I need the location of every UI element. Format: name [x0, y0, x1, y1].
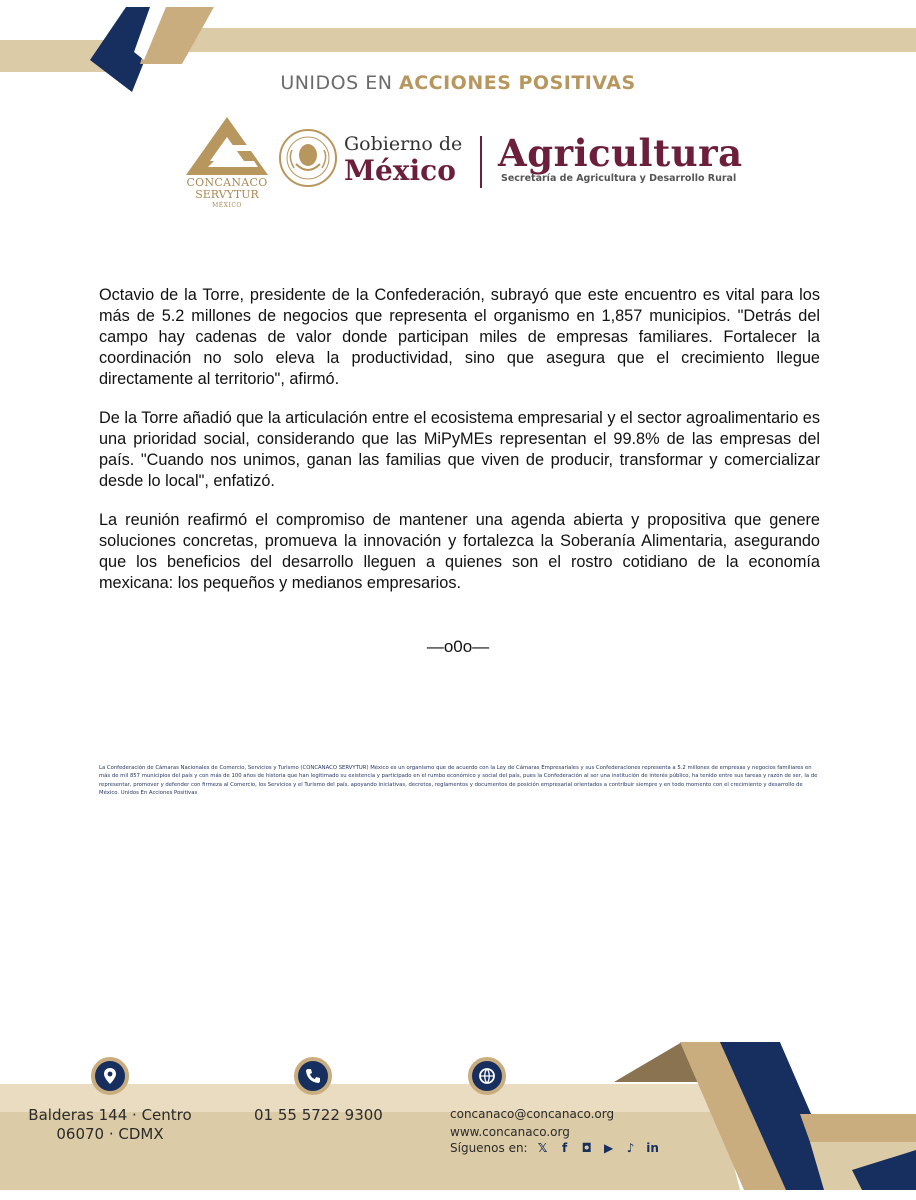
phone-icon	[294, 1057, 332, 1095]
web-icon	[468, 1057, 506, 1095]
footer-phone[interactable]: 01 55 5722 9300	[254, 1106, 383, 1124]
slogan-bold: ACCIONES POSITIVAS	[399, 72, 636, 94]
facebook-icon[interactable]: f	[561, 1141, 568, 1155]
footer-address	[28, 1106, 192, 1144]
address-line2: 06070 · CDMX	[56, 1125, 164, 1143]
paragraph-2: De la Torre añadió que la articulación entre el ecosistema empresarial y el sector agroalimentario es una prioridad social, considerando que las MiPyMEs representan el 99.8% de las empresas del país. "Cuando nos unimos, ganan las familias que viven de producir, transformar y comercializar desde lo local", enfatizó.	[99, 409, 820, 490]
x-icon[interactable]: 𝕏	[537, 1141, 548, 1155]
youtube-icon[interactable]: ▶	[603, 1141, 614, 1155]
concanaco-name2: SERVYTUR	[195, 188, 259, 201]
header-slogan	[0, 72, 916, 94]
gobierno-line1: Gobierno de	[344, 133, 463, 155]
footer-email[interactable]: concanaco@concanaco.org	[450, 1107, 615, 1121]
footer-contact	[450, 1105, 614, 1141]
follow-label: Síguenos en:	[450, 1141, 528, 1155]
instagram-icon[interactable]: ◘	[581, 1141, 592, 1155]
paragraph-1: Octavio de la Torre, presidente de la Confederación, subrayó que este encuentro es vital para los más de 5.2 millones de negocios que representa el organismo en 1,857 municipios. "Detrás del campo hay cadenas de valor donde participan miles de empresas familiares. Fortalecer la coordinación no solo eleva la productividad, sino que asegura que el crecimiento llegue directamente al territorio", afirmó.	[99, 286, 820, 388]
location-icon	[91, 1057, 129, 1095]
paragraph-3: La reunión reafirmó el compromiso de mantener una agenda abierta y propositiva que genere soluciones concretas, promueva la innovación y fortalezca la Soberanía Alimentaria, asegurando que los beneficios del desarrollo lleguen a quienes son el rostro cotidiano de la economía mexicana: los pequeños y medianos empresarios.	[99, 511, 820, 592]
disclaimer-text: La Confederación de Cámaras Nacionales de Comercio, Servicios y Turismo (CONCANACO SERVYTUR) México es un organismo que de acuerdo con la Ley de Cámaras Empresariales y sus Confederaciones representa a 5.2 millones de empresas y negocios familiares en más de mil 857 municipios del país y con más de 100 años de historia que han legitimado su existencia y participado en el rumbo económico y social del país, pues la Confederación al ser una institución de interés público, ha tenido entre sus tareas y razón de ser, la de representar, promover y defender con firmeza al Comercio, los Servicios y el Turismo del país, apoyando iniciativas, decretos, reglamentos y documentos de posición empresarial orientados a contribuir siempre y en todo momento con el crecimiento y desarrollo de México. Unidos En Acciones Positivas	[99, 765, 818, 796]
footer-social	[450, 1141, 660, 1155]
gobierno-line2: México	[344, 154, 456, 187]
end-separator: —o0o—	[426, 637, 490, 656]
agricultura-title: Agricultura	[498, 131, 743, 175]
agricultura-subtitle: Secretaría de Agricultura y Desarrollo Rural	[501, 173, 737, 184]
mexico-seal-icon	[278, 128, 338, 188]
concanaco-emblem-icon	[184, 115, 270, 177]
concanaco-country: MÉXICO	[212, 202, 242, 209]
tiktok-icon[interactable]: ♪	[626, 1141, 635, 1155]
agricultura-logo	[498, 133, 743, 185]
concanaco-logo	[182, 115, 272, 210]
gobierno-logo	[344, 133, 474, 187]
logo-divider	[480, 136, 482, 188]
concanaco-name: CONCANACO	[186, 176, 268, 189]
address-line1: Balderas 144 · Centro	[28, 1106, 192, 1124]
press-body	[99, 285, 820, 612]
slogan-regular: UNIDOS EN	[280, 72, 393, 94]
footer-website[interactable]: www.concanaco.org	[450, 1125, 570, 1139]
linkedin-icon[interactable]: in	[646, 1141, 659, 1155]
